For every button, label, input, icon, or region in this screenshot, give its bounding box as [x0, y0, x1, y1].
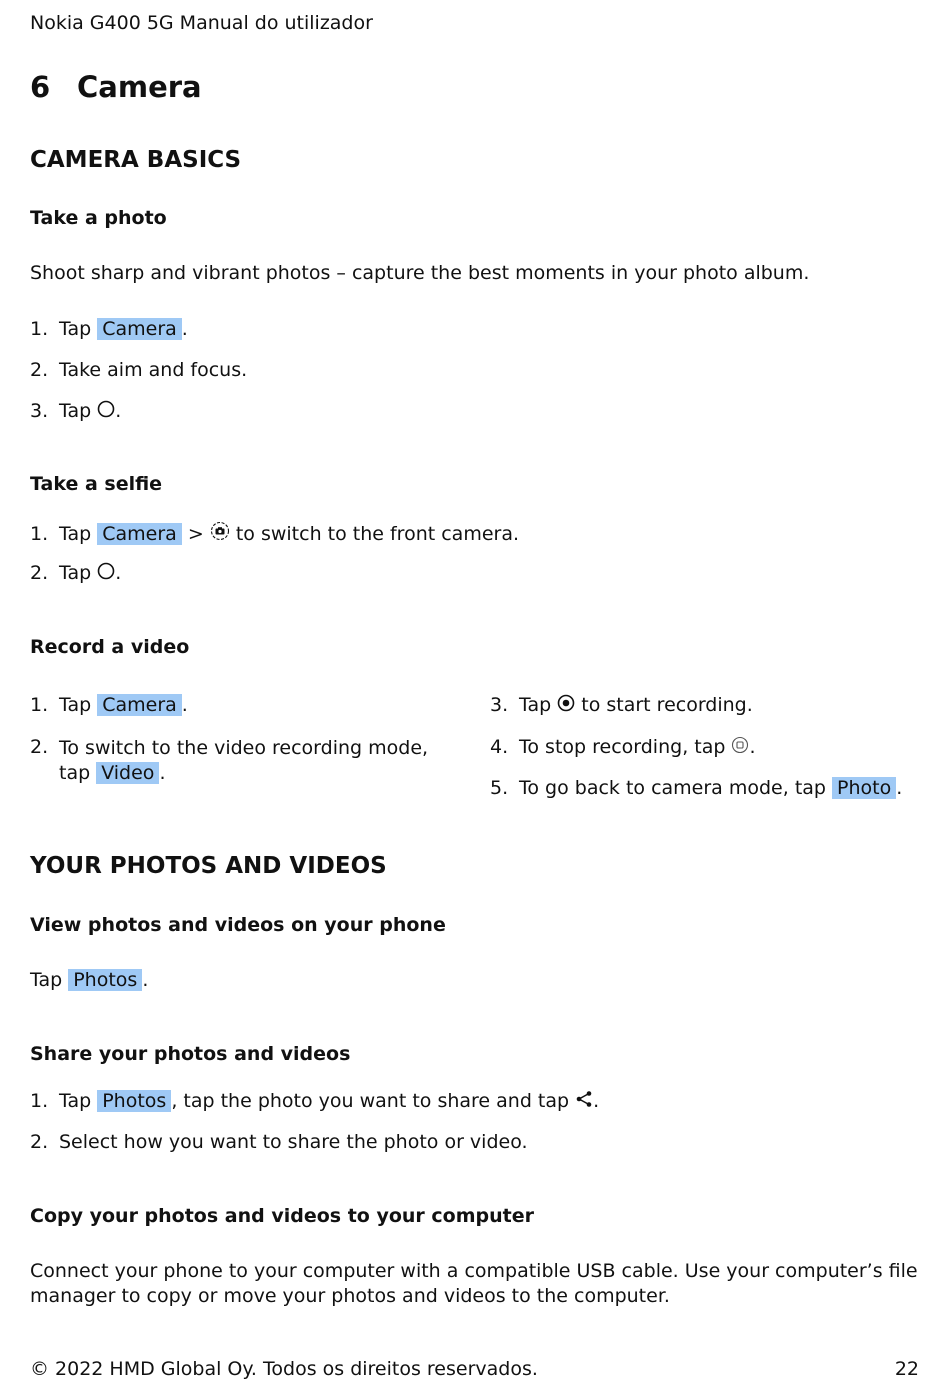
page-number: 22 — [894, 1358, 919, 1380]
camera-link[interactable]: Camera — [97, 318, 182, 340]
photos-link[interactable]: Photos — [68, 969, 142, 991]
subheading-share-photos: Share your photos and videos — [30, 1043, 351, 1065]
list-item: 5. To go back to camera mode, tap Photo . — [490, 777, 903, 799]
view-photos-text: Tap Photos . — [30, 969, 149, 991]
list-item: 4. To stop recording, tap . — [490, 736, 756, 758]
stop-icon — [731, 736, 749, 754]
record-icon — [557, 694, 575, 712]
list-item: 3. Tap . — [30, 400, 122, 422]
take-photo-intro: Shoot sharp and vibrant photos – capture the best moments in your photo album. — [30, 262, 810, 284]
subheading-take-photo: Take a photo — [30, 207, 167, 229]
camera-link[interactable]: Camera — [97, 523, 182, 545]
camera-link[interactable]: Camera — [97, 694, 182, 716]
copy-photos-line-2: manager to copy or move your photos and videos to the computer. — [30, 1285, 670, 1307]
list-item: 1. Tap Photos , tap the photo you want to share and tap . — [30, 1090, 600, 1112]
subheading-view-photos: View photos and videos on your phone — [30, 914, 446, 936]
subheading-copy-photos: Copy your photos and videos to your computer — [30, 1205, 534, 1227]
switch-camera-icon — [210, 521, 230, 541]
section-heading-camera-basics: CAMERA BASICS — [30, 147, 242, 173]
subheading-take-selfie: Take a selfie — [30, 473, 163, 495]
photo-link[interactable]: Photo — [832, 777, 896, 799]
footer-copyright: © 2022 HMD Global Oy. Todos os direitos reservados. — [30, 1358, 538, 1380]
list-item: 2. Select how you want to share the photo or video. — [30, 1131, 528, 1153]
chapter-name: Camera — [77, 70, 202, 104]
document-header: Nokia G400 5G Manual do utilizador — [30, 12, 373, 34]
photos-link[interactable]: Photos — [97, 1090, 171, 1112]
list-item: 1. Tap Camera . — [30, 694, 188, 716]
copy-photos-line-1: Connect your phone to your computer with a compatible USB cable. Use your computer’s file — [30, 1260, 918, 1282]
shutter-circle-icon — [97, 562, 115, 580]
subheading-record-video: Record a video — [30, 636, 190, 658]
chapter-number: 6 — [30, 70, 51, 104]
share-icon — [575, 1090, 593, 1108]
list-item: 1. Tap Camera > to switch to the front camera. — [30, 523, 520, 545]
video-link[interactable]: Video — [96, 762, 159, 784]
list-item: 3. Tap to start recording. — [490, 694, 753, 716]
section-heading-photos-videos: YOUR PHOTOS AND VIDEOS — [30, 853, 387, 879]
shutter-circle-icon — [97, 400, 115, 418]
chapter-title — [30, 70, 202, 104]
list-item: 1. Tap Camera . — [30, 318, 188, 340]
list-item: 2. Take aim and focus. — [30, 359, 248, 381]
list-item: 2. To switch to the video recording mode, tap Video . — [30, 736, 429, 784]
list-item: 2. Tap . — [30, 562, 122, 584]
